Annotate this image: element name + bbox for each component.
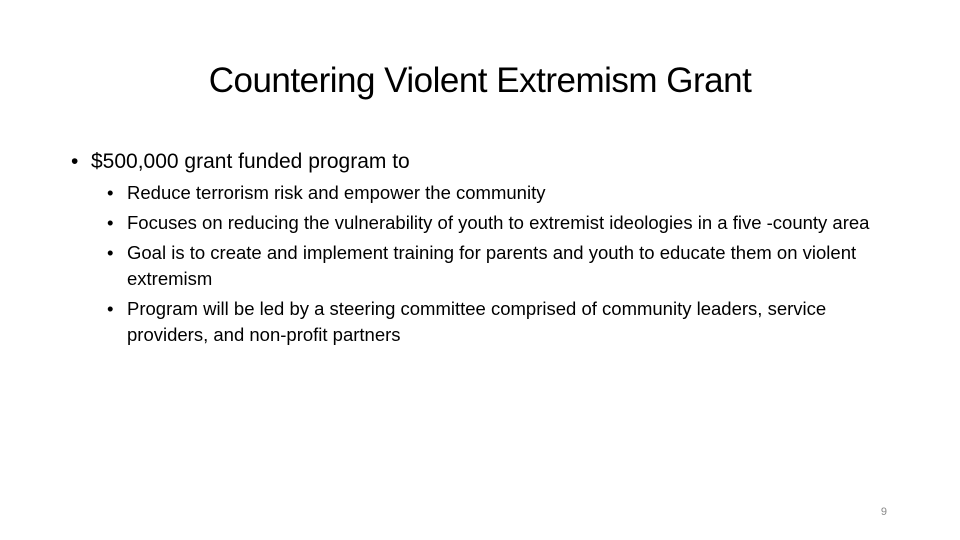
bullet-dot: • [107,212,114,233]
sub-bullet [107,240,897,292]
slide-title: Countering Violent Extremism Grant [208,61,752,100]
bullet-dot: • [107,298,114,319]
bullet-dot: • [71,150,79,173]
slide-body [71,146,901,352]
sub-bullet [107,210,897,236]
main-bullet [71,146,901,178]
sub-bullet-list [107,180,897,348]
sub-bullet-text: Focuses on reducing the vulnerability of youth to extremist ideologies in a five -county area [127,212,870,233]
page-number: 9 [880,506,887,518]
sub-bullet-text: Program will be led by a steering committee comprised of community leaders, service providers, and non-profit partners [127,298,827,345]
bullet-dot: • [107,182,114,203]
sub-bullet-text: Reduce terrorism risk and empower the community [127,182,546,203]
bullet-dot: • [107,242,114,263]
main-bullet-text: $500,000 grant funded program to [91,150,410,173]
sub-bullet-text: Goal is to create and implement training for parents and youth to educate them on violent extremism [127,242,857,289]
sub-bullet [107,296,897,348]
sub-bullet [107,180,897,206]
